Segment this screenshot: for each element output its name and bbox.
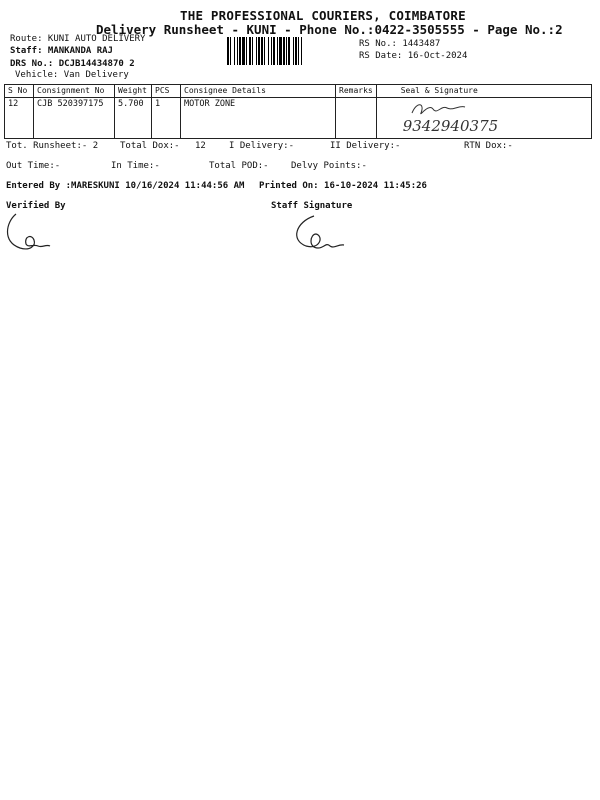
company-name: THE PROFESSIONAL COURIERS, COIMBATORE <box>180 8 466 23</box>
barcode-bar <box>302 37 305 65</box>
runsheet-title: Delivery Runsheet - KUNI - Phone No.:0422-3505555 - Page No.:2 <box>96 22 563 37</box>
staff-label: Staff: MANKANDA RAJ <box>10 46 113 56</box>
col-sno: S No <box>5 85 34 98</box>
route-label: Route: KUNI AUTO DELIVERY <box>10 34 146 44</box>
rs-number: RS No.: 1443487 <box>359 39 441 49</box>
i-delivery: I Delivery:- <box>229 141 295 151</box>
verifier-signature-icon <box>4 210 54 258</box>
col-seal-signature: Seal & Signature <box>376 85 591 98</box>
cell-sno: 12 <box>5 98 34 139</box>
entered-by: Entered By :MARESKUNI 10/16/2024 11:44:56 AM <box>6 181 245 191</box>
out-time: Out Time:- <box>6 161 61 171</box>
table-header-row <box>5 85 592 98</box>
table-row <box>5 98 592 139</box>
col-weight: Weight <box>115 85 152 98</box>
cell-consignment: CJB 520397175 <box>34 98 115 139</box>
cell-weight: 5.700 <box>115 98 152 139</box>
staff-signature-icon <box>288 212 348 260</box>
total-dox-value: 12 <box>195 141 206 151</box>
col-consignment: Consignment No <box>34 85 115 98</box>
rtn-dox: RTN Dox:- <box>464 141 513 151</box>
handwritten-phone: 9342940375 <box>402 117 499 135</box>
total-runsheet: Tot. Runsheet:- 2 <box>6 141 99 151</box>
cell-consignee: MOTOR ZONE <box>181 98 336 139</box>
vehicle-label: Vehicle: Van Delivery <box>15 70 129 80</box>
cell-pcs: 1 <box>152 98 181 139</box>
verified-by-label: Verified By <box>6 201 66 211</box>
staff-signature-label: Staff Signature <box>271 201 353 211</box>
printed-on: Printed On: 16-10-2024 11:45:26 <box>259 181 427 191</box>
rs-date: RS Date: 16-Oct-2024 <box>359 51 468 61</box>
cell-seal-signature <box>376 98 591 139</box>
consignment-table <box>4 84 592 139</box>
drs-number: DRS No.: DCJB14434870 2 <box>10 59 135 69</box>
total-pod: Total POD:- <box>209 161 269 171</box>
ii-delivery: II Delivery:- <box>330 141 401 151</box>
in-time: In Time:- <box>111 161 160 171</box>
delvy-points: Delvy Points:- <box>291 161 367 171</box>
total-dox-label: Total Dox:- <box>120 141 180 151</box>
cell-remarks <box>336 98 377 139</box>
col-consignee: Consignee Details <box>181 85 336 98</box>
barcode <box>227 37 351 65</box>
col-remarks: Remarks <box>336 85 377 98</box>
col-pcs: PCS <box>152 85 181 98</box>
